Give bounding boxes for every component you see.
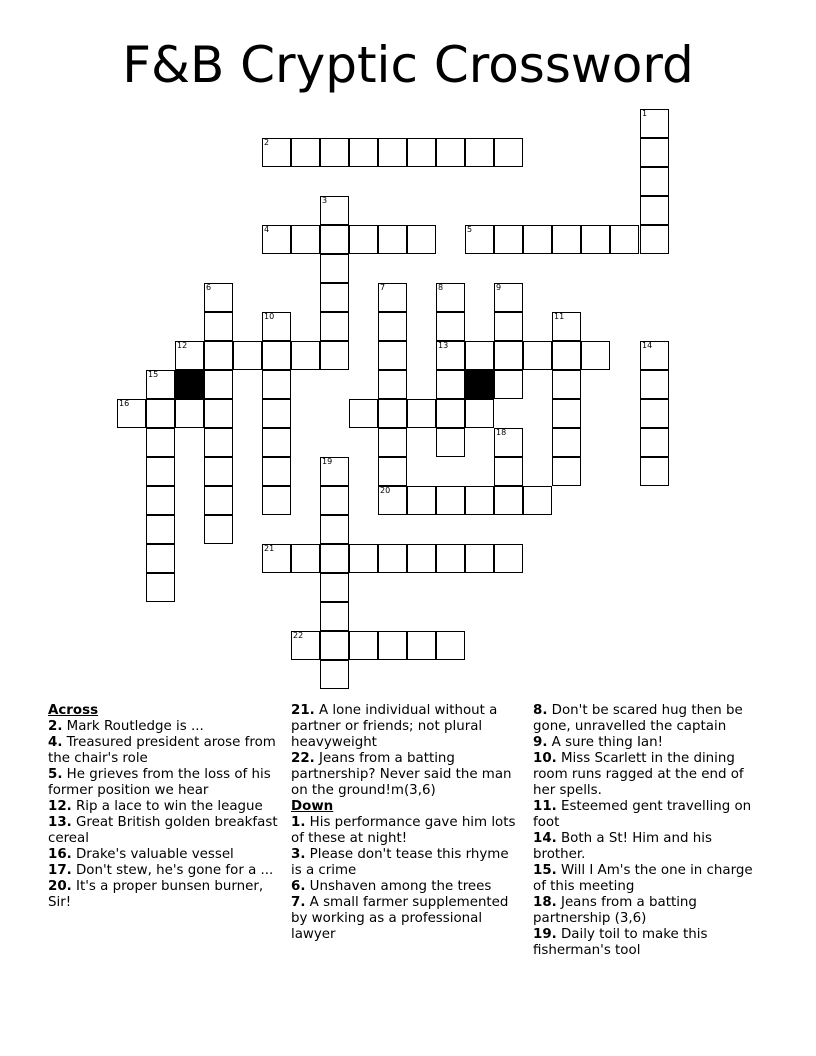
clue-number-label: 4. — [48, 735, 63, 750]
clue-number-label: 2. — [48, 719, 63, 734]
clue-text: Mark Routledge is ... — [62, 719, 204, 734]
grid-cell[interactable] — [175, 341, 204, 370]
grid-cell[interactable] — [436, 486, 465, 515]
clue-text: He grieves from the loss of his former position we hear — [48, 767, 271, 798]
clue — [48, 863, 280, 879]
grid-cell[interactable] — [407, 631, 436, 660]
black-square — [175, 370, 204, 399]
clue — [48, 847, 280, 863]
grid-cell[interactable] — [610, 225, 639, 254]
grid-cell[interactable] — [552, 225, 581, 254]
grid-cell[interactable] — [640, 399, 669, 428]
grid-cell[interactable] — [320, 660, 349, 689]
grid-cell[interactable] — [320, 196, 349, 225]
clue-number: 3 — [322, 196, 328, 205]
grid-cell[interactable] — [465, 544, 494, 573]
clue-text: Will I Am's the one in charge of this meeting — [533, 863, 753, 894]
grid-cell[interactable] — [552, 341, 581, 370]
clue-text: Jeans from a batting partnership (3,6) — [533, 895, 697, 926]
clue-number-label: 22. — [291, 751, 315, 766]
grid-cell[interactable] — [146, 573, 175, 602]
clue-number: 2 — [264, 138, 270, 147]
grid-cell[interactable] — [291, 341, 320, 370]
clue-number: 21 — [264, 544, 275, 553]
grid-cell[interactable] — [494, 138, 523, 167]
clue-text: A lone individual without a partner or friends; not plural heavyweight — [291, 703, 498, 750]
clue-text: Drake's valuable vessel — [71, 847, 234, 862]
clue-number-label: 8. — [533, 703, 548, 718]
clue-number: 7 — [380, 283, 386, 292]
clue-number: 22 — [293, 631, 304, 640]
grid-cell[interactable] — [291, 544, 320, 573]
grid-cell[interactable] — [320, 341, 349, 370]
clue — [291, 895, 523, 943]
grid-cell[interactable] — [378, 312, 407, 341]
clue-number: 10 — [264, 312, 275, 321]
grid-cell[interactable] — [233, 341, 262, 370]
grid-cell[interactable] — [146, 515, 175, 544]
clue-text: Treasured president arose from the chair's role — [48, 735, 276, 766]
grid-cell[interactable] — [523, 486, 552, 515]
clue-text: Unshaven among the trees — [305, 879, 492, 894]
grid-cell[interactable] — [146, 399, 175, 428]
black-square — [465, 370, 494, 399]
clue-number: 6 — [206, 283, 212, 292]
grid-cell[interactable] — [175, 399, 204, 428]
grid-cell[interactable] — [117, 399, 146, 428]
clue-number-label: 15. — [533, 863, 557, 878]
clue-text: A small farmer supplemented by working as a professional lawyer — [291, 895, 509, 942]
clue-number-label: 16. — [48, 847, 72, 862]
clue-text: Don't stew, he's gone for a ... — [71, 863, 274, 878]
grid-cell[interactable] — [465, 486, 494, 515]
grid-cell[interactable] — [378, 544, 407, 573]
clue-number-label: 20. — [48, 879, 72, 894]
clue-text: Rip a lace to win the league — [71, 799, 263, 814]
clue-number: 11 — [554, 312, 565, 321]
grid-cell[interactable] — [320, 312, 349, 341]
clue-number: 16 — [119, 399, 130, 408]
clue-number-label: 6. — [291, 879, 306, 894]
down-heading: Down — [291, 799, 334, 814]
clue-number: 19 — [322, 457, 333, 466]
grid-cell[interactable] — [320, 138, 349, 167]
grid-cell[interactable] — [465, 341, 494, 370]
grid-cell[interactable] — [494, 370, 523, 399]
grid-cell[interactable] — [640, 370, 669, 399]
grid-cell[interactable] — [146, 457, 175, 486]
grid-cell[interactable] — [378, 457, 407, 486]
grid-cell[interactable] — [465, 225, 494, 254]
grid-cell[interactable] — [320, 631, 349, 660]
clue-number-label: 21. — [291, 703, 315, 718]
grid-cell[interactable] — [640, 196, 669, 225]
grid-cell[interactable] — [640, 457, 669, 486]
grid-cell[interactable] — [320, 602, 349, 631]
page-title: F&B Cryptic Crossword — [122, 36, 694, 94]
grid-cell[interactable] — [204, 515, 233, 544]
grid-cell[interactable] — [204, 486, 233, 515]
clue-text: Please don't tease this rhyme is a crime — [291, 847, 509, 878]
clue — [291, 815, 523, 847]
grid-cell[interactable] — [523, 341, 552, 370]
grid-cell[interactable] — [581, 225, 610, 254]
grid-cell[interactable] — [436, 399, 465, 428]
clue-number: 13 — [438, 341, 449, 350]
clue — [48, 735, 280, 767]
grid-cell[interactable] — [552, 457, 581, 486]
grid-cell[interactable] — [262, 457, 291, 486]
clue — [533, 895, 765, 927]
clue-number-label: 11. — [533, 799, 557, 814]
clue-number: 12 — [177, 341, 188, 350]
grid-cell[interactable] — [262, 544, 291, 573]
clue-text: Miss Scarlett in the dining room runs ragged at the end of her spells. — [533, 751, 744, 798]
grid-cell[interactable] — [262, 399, 291, 428]
clue — [533, 703, 765, 735]
grid-cell[interactable] — [378, 486, 407, 515]
grid-cell[interactable] — [291, 138, 320, 167]
grid-cell[interactable] — [349, 631, 378, 660]
grid-cell[interactable] — [262, 225, 291, 254]
grid-cell[interactable] — [204, 428, 233, 457]
grid-cell[interactable] — [465, 138, 494, 167]
grid-cell[interactable] — [407, 138, 436, 167]
grid-cell[interactable] — [204, 283, 233, 312]
clue-number-label: 12. — [48, 799, 72, 814]
grid-cell[interactable] — [640, 167, 669, 196]
clue — [48, 879, 280, 911]
grid-cell[interactable] — [552, 428, 581, 457]
grid-cell[interactable] — [146, 428, 175, 457]
grid-cell[interactable] — [378, 225, 407, 254]
grid-cell[interactable] — [494, 457, 523, 486]
grid-cell[interactable] — [407, 544, 436, 573]
clue-number-label: 9. — [533, 735, 548, 750]
clue-number: 15 — [148, 370, 159, 379]
grid-cell[interactable] — [640, 138, 669, 167]
grid-cell[interactable] — [349, 399, 378, 428]
grid-cell[interactable] — [436, 283, 465, 312]
clue — [291, 703, 523, 751]
clue-number-label: 19. — [533, 927, 557, 942]
grid-cell[interactable] — [378, 283, 407, 312]
grid-cell[interactable] — [146, 486, 175, 515]
clue-number: 5 — [467, 225, 473, 234]
clue-text: Jeans from a batting partnership? Never said the man on the ground!m(3,6) — [291, 751, 512, 798]
grid-cell[interactable] — [204, 399, 233, 428]
grid-cell[interactable] — [349, 544, 378, 573]
clue — [533, 799, 765, 831]
clue-number: 14 — [642, 341, 653, 350]
clue-number: 18 — [496, 428, 507, 437]
grid-cell[interactable] — [436, 341, 465, 370]
grid-cell[interactable] — [436, 138, 465, 167]
clue-text: His performance gave him lots of these at night! — [291, 815, 516, 846]
grid-cell[interactable] — [494, 283, 523, 312]
clue-number-label: 3. — [291, 847, 306, 862]
grid-cell[interactable] — [291, 631, 320, 660]
clue-number-label: 17. — [48, 863, 72, 878]
clue-column-2 — [291, 703, 523, 943]
grid-cell[interactable] — [436, 370, 465, 399]
grid-cell[interactable] — [262, 486, 291, 515]
grid-cell[interactable] — [407, 486, 436, 515]
grid-cell[interactable] — [378, 138, 407, 167]
grid-cell[interactable] — [640, 341, 669, 370]
clue — [533, 927, 765, 959]
grid-cell[interactable] — [291, 225, 320, 254]
clue — [533, 735, 765, 751]
grid-cell[interactable] — [204, 457, 233, 486]
grid-cell[interactable] — [204, 341, 233, 370]
grid-cell[interactable] — [494, 486, 523, 515]
grid-cell[interactable] — [320, 225, 349, 254]
clue-number-label: 13. — [48, 815, 72, 830]
grid-cell[interactable] — [378, 399, 407, 428]
clue-column-1 — [48, 703, 280, 911]
grid-cell[interactable] — [320, 283, 349, 312]
clue-text: A sure thing Ian! — [547, 735, 663, 750]
grid-cell[interactable] — [349, 225, 378, 254]
clue-column-3 — [533, 703, 765, 959]
grid-cell[interactable] — [320, 254, 349, 283]
clue-number-label: 18. — [533, 895, 557, 910]
clue — [533, 751, 765, 799]
grid-cell[interactable] — [494, 544, 523, 573]
clue-number-label: 5. — [48, 767, 63, 782]
clue-text: Both a St! Him and his brother. — [533, 831, 712, 862]
grid-cell[interactable] — [523, 225, 552, 254]
clue-text: Esteemed gent travelling on foot — [533, 799, 752, 830]
grid-cell[interactable] — [204, 370, 233, 399]
grid-cell[interactable] — [407, 399, 436, 428]
grid-cell[interactable] — [320, 573, 349, 602]
across-heading: Across — [48, 703, 99, 718]
grid-cell[interactable] — [581, 341, 610, 370]
grid-cell[interactable] — [436, 631, 465, 660]
grid-cell[interactable] — [320, 544, 349, 573]
clue — [48, 799, 280, 815]
clue-number: 8 — [438, 283, 444, 292]
clue — [291, 879, 523, 895]
grid-cell[interactable] — [465, 399, 494, 428]
grid-cell[interactable] — [494, 312, 523, 341]
grid-cell[interactable] — [436, 428, 465, 457]
grid-cell[interactable] — [262, 138, 291, 167]
clue-number: 1 — [642, 109, 648, 118]
grid-cell[interactable] — [320, 457, 349, 486]
grid-cell[interactable] — [407, 225, 436, 254]
grid-cell[interactable] — [262, 428, 291, 457]
clue — [291, 847, 523, 879]
clue-text: Great British golden breakfast cereal — [48, 815, 278, 846]
grid-cell[interactable] — [640, 109, 669, 138]
grid-cell[interactable] — [640, 225, 669, 254]
grid-cell[interactable] — [640, 428, 669, 457]
grid-cell[interactable] — [436, 312, 465, 341]
clue — [533, 863, 765, 895]
grid-cell[interactable] — [436, 544, 465, 573]
clue-text: Don't be scared hug then be gone, unravelled the captain — [533, 703, 743, 734]
clue-number: 20 — [380, 486, 391, 495]
grid-cell[interactable] — [349, 138, 378, 167]
grid-cell[interactable] — [494, 341, 523, 370]
grid-cell[interactable] — [552, 370, 581, 399]
grid-cell[interactable] — [494, 225, 523, 254]
clue — [48, 767, 280, 799]
grid-cell[interactable] — [262, 370, 291, 399]
grid-cell[interactable] — [494, 428, 523, 457]
grid-cell[interactable] — [378, 341, 407, 370]
grid-cell[interactable] — [146, 544, 175, 573]
clue-number: 4 — [264, 225, 270, 234]
grid-cell[interactable] — [552, 399, 581, 428]
clue — [48, 719, 280, 735]
clue-number: 9 — [496, 283, 502, 292]
grid-cell[interactable] — [378, 631, 407, 660]
clue-text: It's a proper bunsen burner, Sir! — [48, 879, 264, 910]
grid-cell[interactable] — [146, 370, 175, 399]
clue-text: Daily toil to make this fisherman's tool — [533, 927, 708, 958]
grid-cell[interactable] — [262, 312, 291, 341]
clue — [533, 831, 765, 863]
clue-number-label: 10. — [533, 751, 557, 766]
grid-cell[interactable] — [262, 341, 291, 370]
grid-cell[interactable] — [320, 515, 349, 544]
clue — [48, 815, 280, 847]
clue-number-label: 7. — [291, 895, 306, 910]
grid-cell[interactable] — [204, 312, 233, 341]
clue-number-label: 1. — [291, 815, 306, 830]
grid-cell[interactable] — [378, 428, 407, 457]
grid-cell[interactable] — [552, 312, 581, 341]
clue — [291, 751, 523, 799]
grid-cell[interactable] — [320, 486, 349, 515]
grid-cell[interactable] — [378, 370, 407, 399]
clue-number-label: 14. — [533, 831, 557, 846]
